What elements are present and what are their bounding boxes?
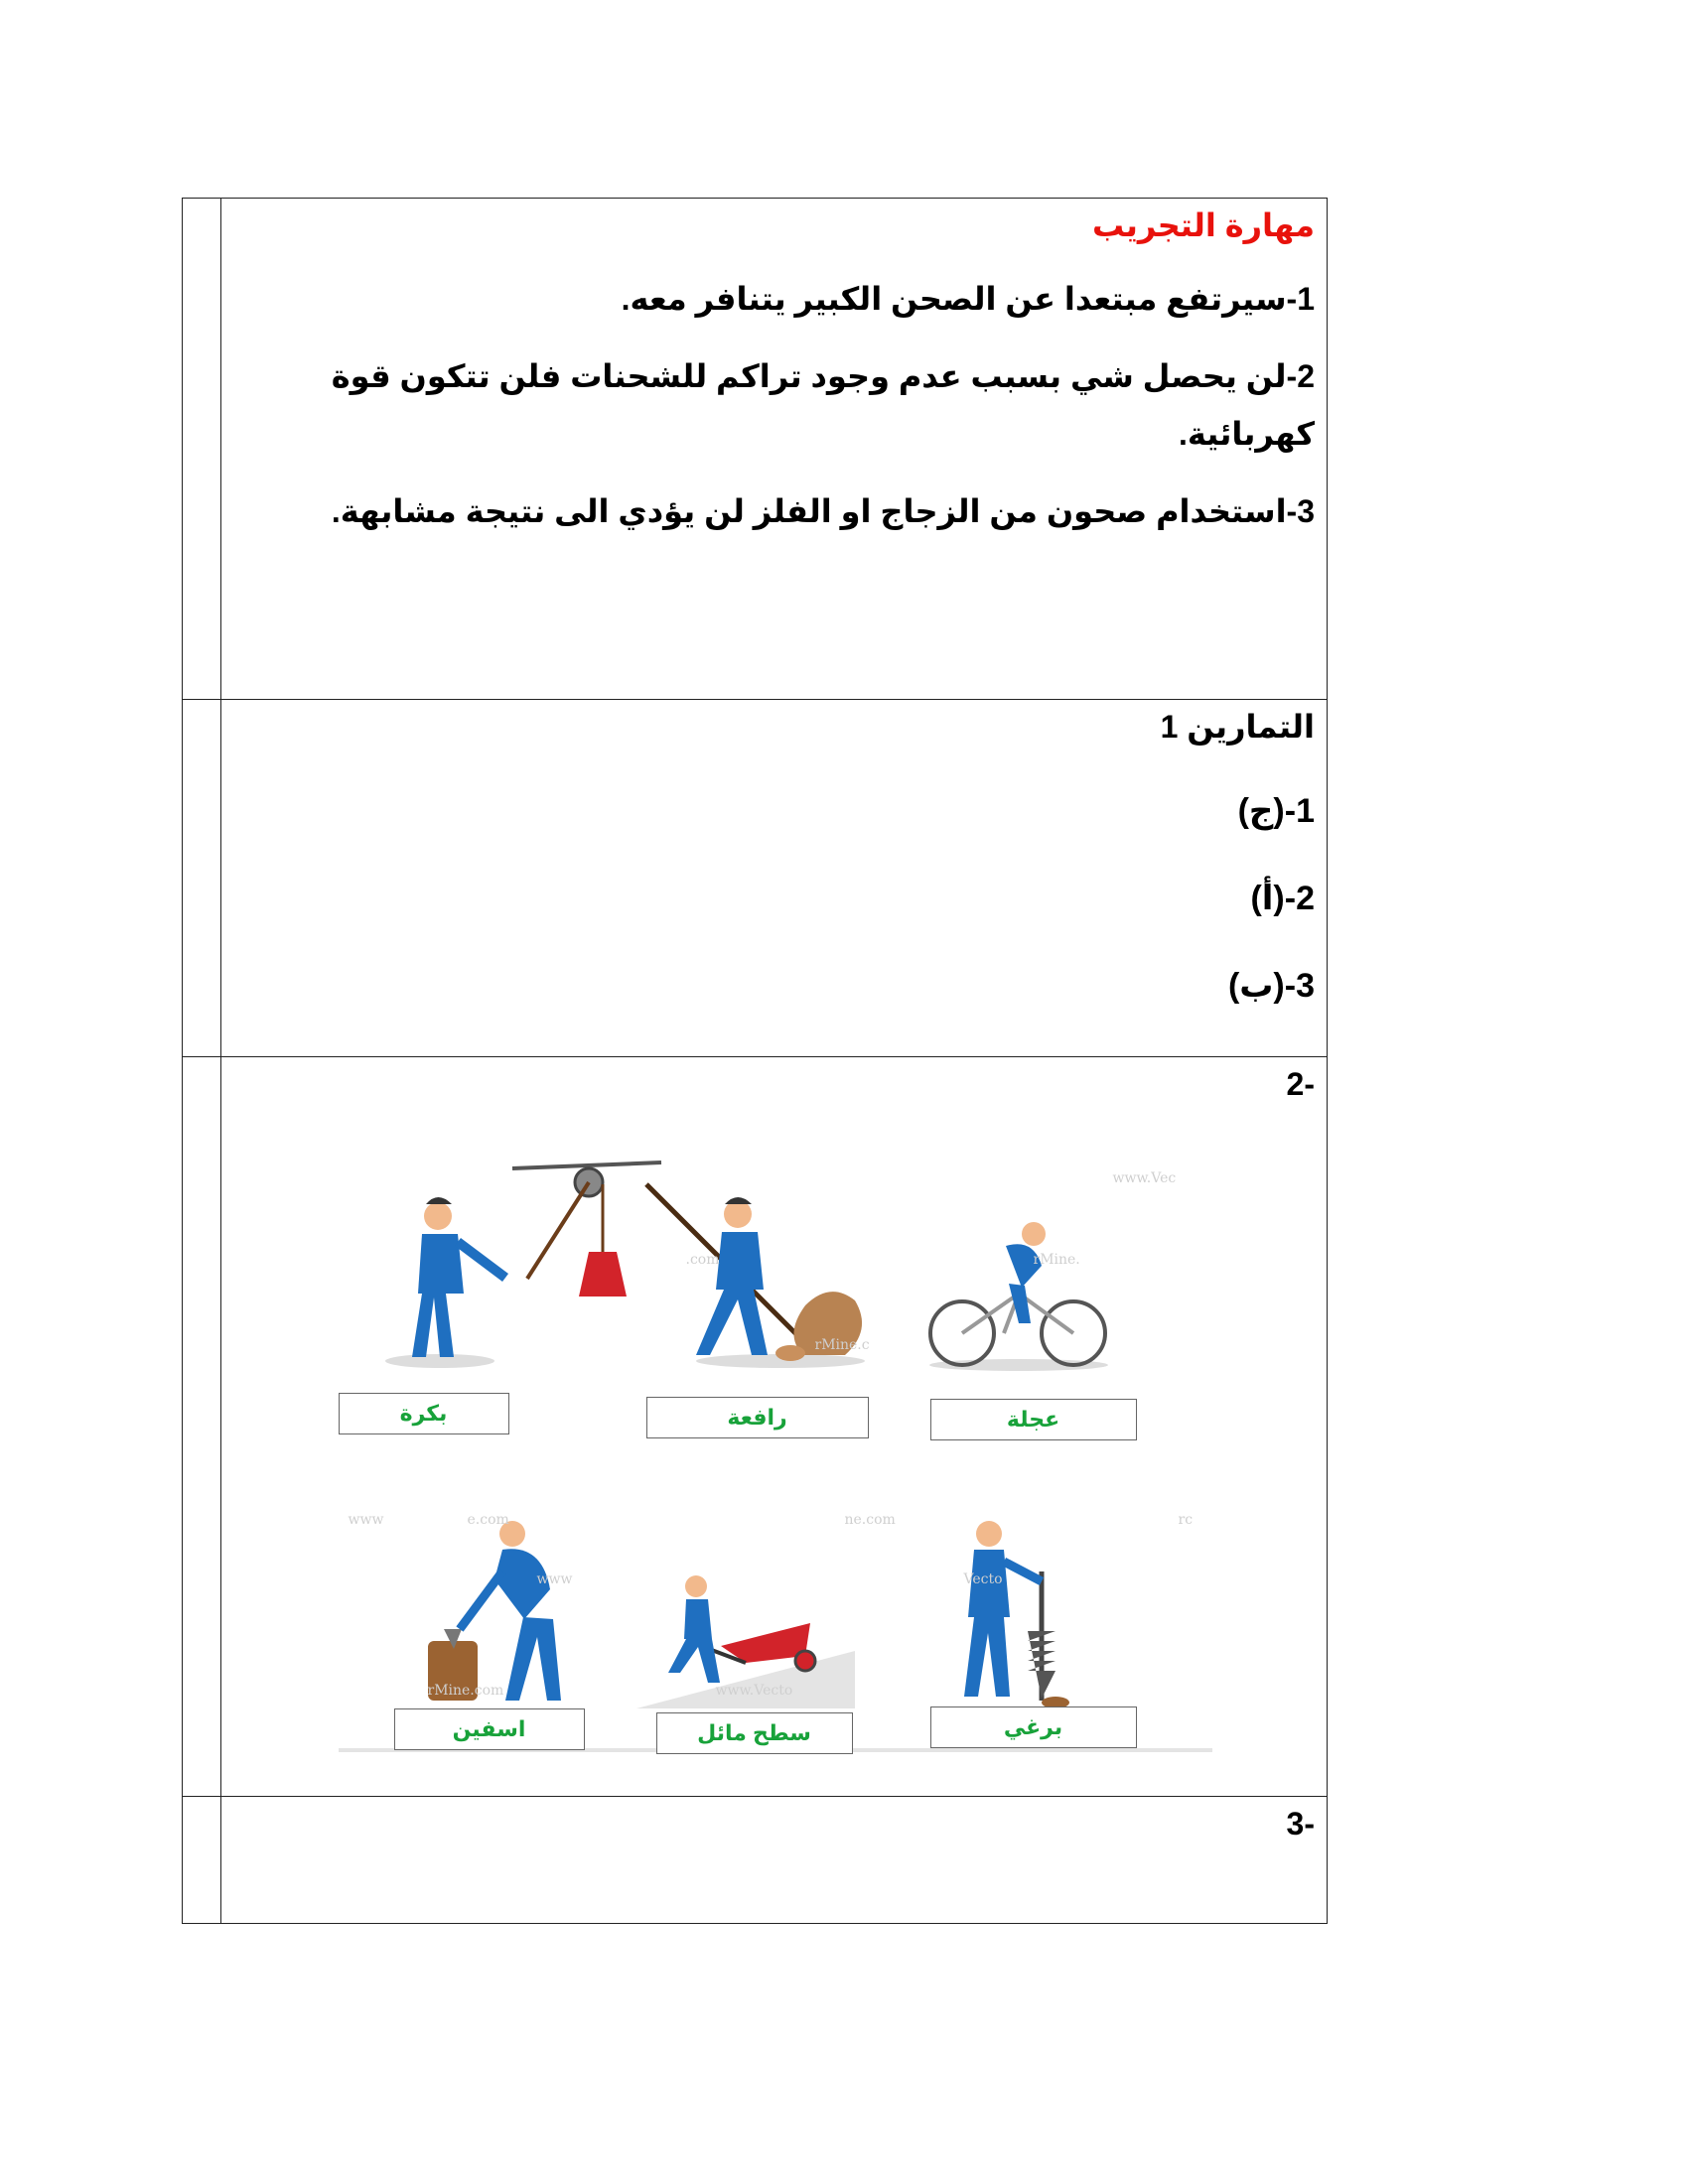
watermark: e.com (467, 1512, 509, 1528)
watermark: .com (685, 1252, 720, 1268)
exercises-cell (221, 700, 1328, 1057)
row-exercises (183, 700, 1328, 1057)
screw-illustration (964, 1521, 1069, 1708)
label-wedge: اسفين (394, 1708, 585, 1750)
label-inclined-plane: سطح مائل (656, 1712, 853, 1754)
pulley-illustration (385, 1162, 661, 1368)
watermark: Vecto (963, 1571, 1003, 1587)
wedge-illustration (428, 1521, 561, 1701)
label-lever: رافعة (646, 1397, 869, 1438)
watermark: www.Vec (1112, 1170, 1177, 1186)
watermark: rMine.c (814, 1337, 870, 1353)
watermark: www.Vecto (715, 1683, 793, 1699)
label-pulley: بكرة (339, 1393, 509, 1434)
worksheet-table (182, 198, 1328, 1924)
watermark: www (348, 1512, 384, 1528)
margin-cell (183, 700, 221, 1057)
answer-1: 1-(ج) (1237, 792, 1315, 830)
label-screw: برغي (930, 1706, 1137, 1748)
experiment-item-2: 2-لن يحصل شي بسبب عدم وجود تراكم للشحنات فلن تتكون قوة كهربائية. (331, 358, 1315, 452)
question-2-number: -2 (1286, 1066, 1315, 1102)
experiment-item-3: 3-استخدام صحون من الزجاج او الفلز لن يؤدي الى نتيجة مشابهة. (331, 493, 1315, 529)
exercises-heading: التمارين 1 (1160, 709, 1315, 745)
experiment-heading: مهارة التجريب (1091, 207, 1315, 243)
answer-3: 3-(ب) (1227, 967, 1315, 1005)
label-wheel: عجلة (930, 1399, 1137, 1440)
question-3-number: -3 (1286, 1806, 1315, 1842)
margin-cell (183, 1057, 221, 1797)
watermark: rc (1178, 1512, 1194, 1528)
experiment-cell (221, 199, 1328, 700)
watermark: rMine. (1033, 1252, 1080, 1268)
watermark: rMine.com (427, 1683, 504, 1699)
margin-cell (183, 199, 221, 700)
simple-machines-illustration (339, 1155, 1212, 1760)
wheel-illustration (929, 1222, 1108, 1371)
simple-machines-cell (221, 1057, 1328, 1797)
row-experiment (183, 199, 1328, 700)
watermark: ne.com (844, 1512, 896, 1528)
row-question-3 (183, 1797, 1328, 1924)
watermark: www (536, 1571, 573, 1587)
simple-machines-figure (339, 1155, 1212, 1760)
experiment-item-1: 1-سيرتفع مبتعدا عن الصحن الكبير يتنافر معه. (621, 281, 1315, 317)
question-3-cell (221, 1797, 1328, 1924)
margin-cell (183, 1797, 221, 1924)
answer-2: 2-(أ) (1250, 880, 1315, 917)
row-simple-machines (183, 1057, 1328, 1797)
